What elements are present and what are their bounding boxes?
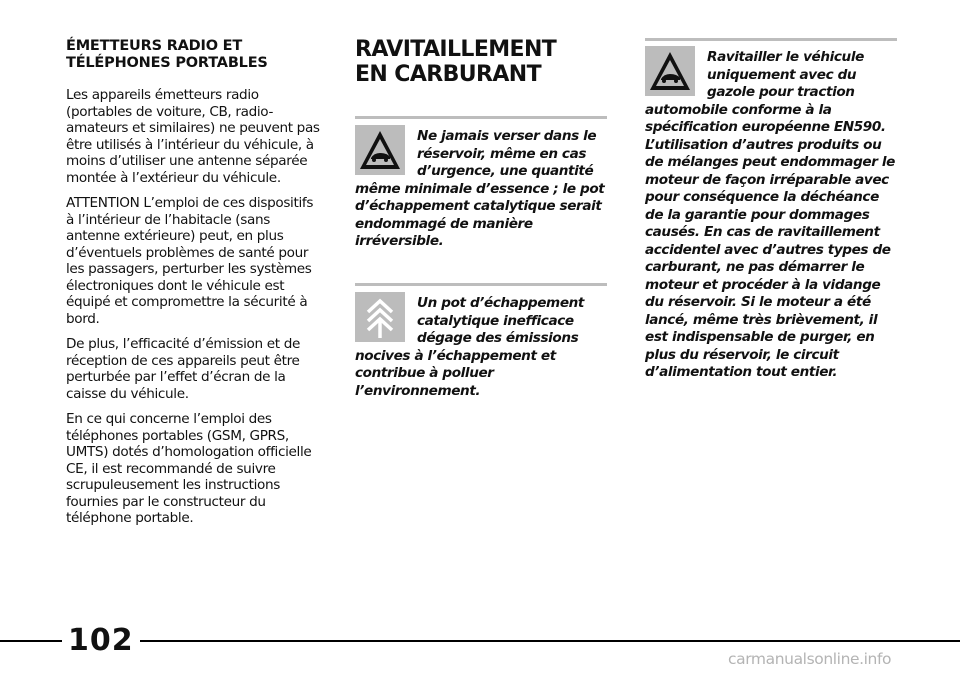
- warning-note-text: Ravitailler le véhicule uniquement avec du gazole pour traction automobile conforme à la spécification européenne EN590. L’utilisation d’autres produits ou de mélanges peut endommager le moteur de façon irréparable avec pour conséquence la déchéance de la garantie pour dommages causés. En cas de ravitaillement accidentel avec d’autres types de carburant, ne pas démarrer le moteur et procéder à la vidange du réservoir. Si le moteur a été lancé, même très brièvement, il est indispensable de purger, en plus du réservoir, le circuit d’alimentation tout entier.: [645, 49, 895, 380]
- divider: [645, 38, 897, 41]
- radio-body-text: [66, 87, 324, 536]
- environment-note-text: Un pot d’échappement catalytique inefficace dégage des émissions nocives à l’échappement et contribue à polluer l’environnement.: [355, 295, 585, 399]
- warning-note-diesel: [645, 49, 899, 382]
- icon-spacer: [645, 49, 707, 101]
- title-line: RAVITAILLEMENT: [355, 37, 557, 62]
- section-heading-radio: ÉMETTEURS RADIO ET TÉLÉPHONES PORTABLES: [66, 38, 268, 71]
- divider: [355, 116, 607, 119]
- watermark: carmanualsonline.info: [728, 650, 892, 668]
- warning-note-text: Ne jamais verser dans le réservoir, même en cas d’urgence, une quantité même minimale d’essence ; le pot d’échappement catalytique serait endommagé de manière irréversible.: [355, 128, 605, 249]
- paragraph: En ce qui concerne l’emploi des téléphones portables (GSM, GPRS, UMTS) dotés d’homologation officielle CE, il est recommandé de suivre scrupuleusement les instructions fournies par le constructeur du téléphone portable.: [66, 411, 312, 526]
- paragraph: Les appareils émetteurs radio (portables de voiture, CB, radio-amateurs et similaires) ne peuvent pas être utilisés à l’intérieur du véhicule, à moins d’utiliser une antenne séparée montée à l’extérieur du véhicule.: [66, 87, 320, 186]
- title-line: EN CARBURANT: [355, 62, 542, 87]
- environment-note: [355, 295, 607, 400]
- page-number: 102: [62, 624, 140, 658]
- paragraph: De plus, l’efficacité d’émission et de réception de ces appareils peut être perturbée par l’effet d’écran de la caisse du véhicule.: [66, 336, 301, 402]
- paragraph: ATTENTION L’emploi de ces dispositifs à l’intérieur de l’habitacle (sans antenne extérieure) peut, en plus d’éventuels problèmes de santé pour les passagers, perturber les systèmes électroniques dont le véhicule est équipé et compromettre la sécurité à bord.: [66, 195, 314, 327]
- divider: [355, 283, 607, 286]
- section-title-refuelling: [355, 37, 556, 87]
- page-rule: [0, 640, 960, 642]
- warning-note-petrol: [355, 128, 607, 251]
- icon-spacer: [355, 295, 417, 347]
- icon-spacer: [355, 128, 417, 180]
